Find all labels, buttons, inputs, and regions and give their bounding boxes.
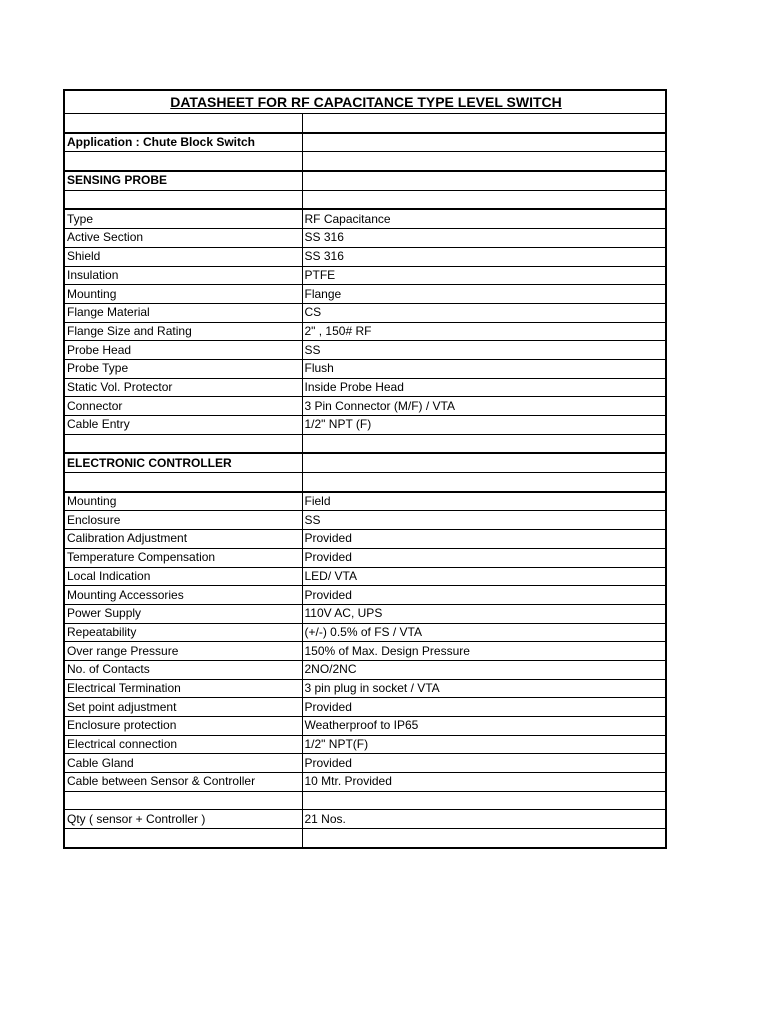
spec-value: 1/2" NPT(F) xyxy=(302,735,666,754)
spec-label: Qty ( sensor + Controller ) xyxy=(64,810,302,829)
sensing-probe-spec-row xyxy=(64,285,666,304)
datasheet-table xyxy=(63,89,667,849)
spec-label: Repeatability xyxy=(64,623,302,642)
spec-value: Provided xyxy=(302,548,666,567)
blank-row xyxy=(64,190,666,209)
spec-value: (+/-) 0.5% of FS / VTA xyxy=(302,623,666,642)
spec-label: Power Supply xyxy=(64,604,302,623)
electronic-controller-spec-row xyxy=(64,567,666,586)
sensing-probe-spec-row xyxy=(64,266,666,285)
spec-value: Weatherproof to IP65 xyxy=(302,717,666,736)
sensing-probe-spec-row xyxy=(64,359,666,378)
application-label: Application : Chute Block Switch xyxy=(64,133,302,152)
electronic-controller-spec-row xyxy=(64,773,666,792)
blank-cell xyxy=(64,434,302,453)
blank-cell xyxy=(64,829,302,848)
electronic-controller-spec-row xyxy=(64,623,666,642)
spec-label: Mounting Accessories xyxy=(64,586,302,605)
spec-label: Shield xyxy=(64,247,302,266)
blank-cell xyxy=(64,473,302,492)
spec-value: Flush xyxy=(302,359,666,378)
spec-value: Flange xyxy=(302,285,666,304)
blank-cell xyxy=(64,152,302,171)
electronic-controller-spec-row xyxy=(64,586,666,605)
sensing-probe-spec-row xyxy=(64,247,666,266)
spec-label: Insulation xyxy=(64,266,302,285)
electronic-controller-spec-row xyxy=(64,754,666,773)
spec-label: Over range Pressure xyxy=(64,642,302,661)
spec-label: Connector xyxy=(64,397,302,416)
blank-cell xyxy=(302,829,666,848)
spec-value: RF Capacitance xyxy=(302,209,666,228)
spec-label: No. of Contacts xyxy=(64,660,302,679)
spec-value: 10 Mtr. Provided xyxy=(302,773,666,792)
sensing-probe-spec-row xyxy=(64,341,666,360)
spec-value: SS 316 xyxy=(302,229,666,248)
electronic-controller-spec-row xyxy=(64,548,666,567)
blank-row xyxy=(64,829,666,848)
spec-value: Inside Probe Head xyxy=(302,378,666,397)
spec-value: Provided xyxy=(302,586,666,605)
blank-row xyxy=(64,434,666,453)
sensing-probe-spec-row xyxy=(64,209,666,228)
sensing-probe-spec-row xyxy=(64,303,666,322)
spec-label: Cable Gland xyxy=(64,754,302,773)
blank-cell xyxy=(302,114,666,133)
spec-value: 110V AC, UPS xyxy=(302,604,666,623)
section-heading: ELECTRONIC CONTROLLER xyxy=(64,453,302,472)
electronic-controller-spec-row xyxy=(64,530,666,549)
spec-value: Provided xyxy=(302,698,666,717)
spec-value: 2NO/2NC xyxy=(302,660,666,679)
spec-label: Electrical Termination xyxy=(64,679,302,698)
spec-label: Flange Material xyxy=(64,303,302,322)
electronic-controller-spec-row xyxy=(64,511,666,530)
spec-label: Local Indication xyxy=(64,567,302,586)
blank-cell xyxy=(302,791,666,810)
spec-label: Cable between Sensor & Controller xyxy=(64,773,302,792)
spec-value: Provided xyxy=(302,754,666,773)
spec-label: Set point adjustment xyxy=(64,698,302,717)
blank-cell xyxy=(302,434,666,453)
sensing-probe-spec-row xyxy=(64,397,666,416)
spec-value: Provided xyxy=(302,530,666,549)
spec-label: Flange Size and Rating xyxy=(64,322,302,341)
blank-cell xyxy=(302,473,666,492)
blank-cell xyxy=(302,171,666,190)
spec-label: Calibration Adjustment xyxy=(64,530,302,549)
electronic-controller-spec-row xyxy=(64,660,666,679)
electronic-controller-spec-row xyxy=(64,492,666,511)
spec-value: 21 Nos. xyxy=(302,810,666,829)
spec-label: Temperature Compensation xyxy=(64,548,302,567)
blank-row xyxy=(64,791,666,810)
application-row xyxy=(64,133,666,152)
spec-value: 1/2" NPT (F) xyxy=(302,416,666,435)
spec-value: SS xyxy=(302,341,666,360)
spec-label: Enclosure xyxy=(64,511,302,530)
electronic-controller-spec-row xyxy=(64,735,666,754)
electronic-controller-spec-row xyxy=(64,642,666,661)
section-heading: SENSING PROBE xyxy=(64,171,302,190)
spec-label: Cable Entry xyxy=(64,416,302,435)
spec-value: 3 Pin Connector (M/F) / VTA xyxy=(302,397,666,416)
blank-cell xyxy=(302,152,666,171)
electronic-controller-spec-row xyxy=(64,604,666,623)
quantity-row xyxy=(64,810,666,829)
spec-label: Mounting xyxy=(64,285,302,304)
sensing-probe-spec-row xyxy=(64,416,666,435)
spec-label: Electrical connection xyxy=(64,735,302,754)
blank-cell xyxy=(64,114,302,133)
spec-value: PTFE xyxy=(302,266,666,285)
spec-label: Enclosure protection xyxy=(64,717,302,736)
electronic-controller-heading-row xyxy=(64,453,666,472)
spec-value: SS xyxy=(302,511,666,530)
spec-label: Type xyxy=(64,209,302,228)
spec-value: SS 316 xyxy=(302,247,666,266)
blank-cell xyxy=(302,190,666,209)
spec-label: Probe Type xyxy=(64,359,302,378)
blank-cell xyxy=(302,133,666,152)
spec-value: LED/ VTA xyxy=(302,567,666,586)
spec-value: 3 pin plug in socket / VTA xyxy=(302,679,666,698)
sensing-probe-heading-row xyxy=(64,171,666,190)
sensing-probe-spec-row xyxy=(64,229,666,248)
spec-label: Probe Head xyxy=(64,341,302,360)
blank-cell xyxy=(302,453,666,472)
title-row xyxy=(64,90,666,114)
spec-value: Field xyxy=(302,492,666,511)
spec-label: Mounting xyxy=(64,492,302,511)
electronic-controller-spec-row xyxy=(64,679,666,698)
blank-row xyxy=(64,152,666,171)
spec-label: Active Section xyxy=(64,229,302,248)
datasheet-title: DATASHEET FOR RF CAPACITANCE TYPE LEVEL SWITCH xyxy=(64,90,666,114)
spec-label: Static Vol. Protector xyxy=(64,378,302,397)
sensing-probe-spec-row xyxy=(64,322,666,341)
sensing-probe-spec-row xyxy=(64,378,666,397)
blank-cell xyxy=(64,791,302,810)
blank-row xyxy=(64,473,666,492)
blank-row xyxy=(64,114,666,133)
spec-value: CS xyxy=(302,303,666,322)
electronic-controller-spec-row xyxy=(64,717,666,736)
electronic-controller-spec-row xyxy=(64,698,666,717)
spec-value: 2" , 150# RF xyxy=(302,322,666,341)
spec-value: 150% of Max. Design Pressure xyxy=(302,642,666,661)
blank-cell xyxy=(64,190,302,209)
